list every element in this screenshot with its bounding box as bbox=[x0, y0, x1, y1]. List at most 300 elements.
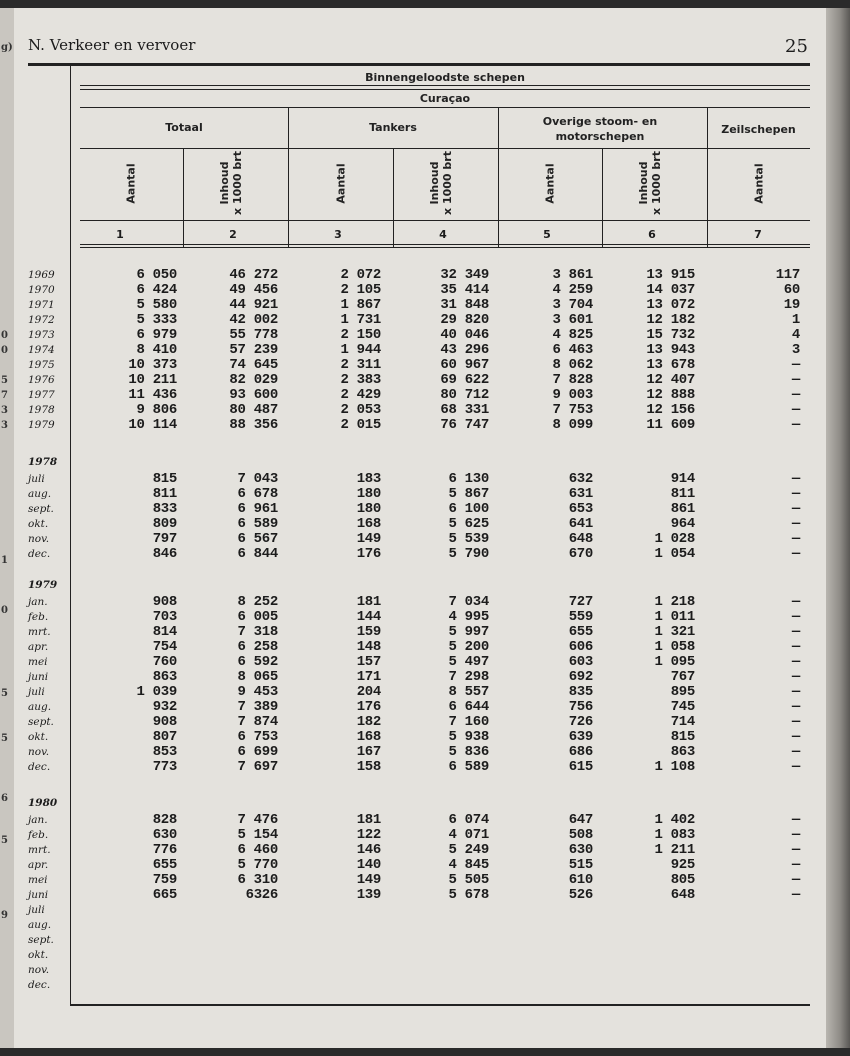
table-cell: 5 790 bbox=[448, 546, 489, 562]
table-cell: — bbox=[791, 624, 800, 640]
table-cell: 815 bbox=[670, 729, 695, 745]
margin-mark: 5 bbox=[1, 835, 8, 846]
margin-mark: 0 bbox=[1, 330, 8, 341]
group-zeil: Zeilschepen bbox=[721, 123, 796, 136]
table-cell: 1 011 bbox=[654, 609, 695, 625]
table-cell: 797 bbox=[152, 531, 177, 547]
table-cell: 631 bbox=[568, 486, 593, 502]
table-cell: 2 383 bbox=[340, 372, 381, 388]
table-cell: 776 bbox=[152, 842, 177, 858]
table-cell: 863 bbox=[152, 669, 177, 685]
table-cell: 1 039 bbox=[136, 684, 177, 700]
row-label: okt. bbox=[28, 731, 49, 743]
table-cell: 42 002 bbox=[229, 312, 278, 328]
table-cell: 6 050 bbox=[136, 267, 177, 283]
table-cell: — bbox=[791, 744, 800, 760]
row-label: 1975 bbox=[28, 359, 55, 371]
colnum-rule bbox=[80, 244, 810, 245]
table-cell: — bbox=[791, 827, 800, 843]
margin-mark: g) bbox=[1, 42, 13, 53]
table-cell: 559 bbox=[568, 609, 593, 625]
table-cell: 7 318 bbox=[237, 624, 278, 640]
table-cell: 760 bbox=[152, 654, 177, 670]
table-cell: 828 bbox=[152, 812, 177, 828]
table-cell: 9 003 bbox=[552, 387, 593, 403]
col6-inhoud bbox=[637, 148, 663, 218]
group-totaal: Totaal bbox=[165, 121, 203, 134]
table-subtitle: Curaçao bbox=[419, 92, 471, 105]
inhoud-label: Inhoud bbox=[428, 161, 441, 205]
table-cell: 8 557 bbox=[448, 684, 489, 700]
table-cell: 647 bbox=[568, 812, 593, 828]
table-cell: 3 704 bbox=[552, 297, 593, 313]
table-cell: 726 bbox=[568, 714, 593, 730]
margin-mark: 3 bbox=[1, 420, 8, 431]
table-cell: 5 539 bbox=[448, 531, 489, 547]
table-cell: — bbox=[791, 387, 800, 403]
row-label: 1976 bbox=[28, 374, 55, 386]
table-cell: — bbox=[791, 609, 800, 625]
table-cell: 8 252 bbox=[237, 594, 278, 610]
row-label: nov. bbox=[28, 964, 50, 976]
table-cell: — bbox=[791, 714, 800, 730]
table-cell: 655 bbox=[152, 857, 177, 873]
table-cell: 861 bbox=[670, 501, 695, 517]
table-cell: 8 065 bbox=[237, 669, 278, 685]
margin-mark: 7 bbox=[1, 390, 8, 401]
colnum-5: 5 bbox=[543, 228, 551, 241]
table-cell: — bbox=[791, 857, 800, 873]
table-cell: 630 bbox=[568, 842, 593, 858]
table-cell: 5 497 bbox=[448, 654, 489, 670]
table-cell: 754 bbox=[152, 639, 177, 655]
table-cell: 168 bbox=[356, 729, 381, 745]
table-cell: 610 bbox=[568, 872, 593, 888]
table-cell: — bbox=[791, 699, 800, 715]
table-cell: 149 bbox=[356, 872, 381, 888]
row-label: nov. bbox=[28, 746, 50, 758]
margin-mark: 0 bbox=[1, 605, 8, 616]
table-cell: 6 100 bbox=[448, 501, 489, 517]
table-cell: 12 156 bbox=[646, 402, 695, 418]
table-cell: 3 861 bbox=[552, 267, 593, 283]
table-cell: 6 678 bbox=[237, 486, 278, 502]
row-label: apr. bbox=[28, 641, 49, 653]
table-cell: 180 bbox=[356, 486, 381, 502]
table-cell: 615 bbox=[568, 759, 593, 775]
table-cell: 180 bbox=[356, 501, 381, 517]
row-label: dec. bbox=[28, 979, 51, 991]
table-cell: 49 456 bbox=[229, 282, 278, 298]
margin-mark: 9 bbox=[1, 910, 8, 921]
table-cell: 29 820 bbox=[440, 312, 489, 328]
table-cell: 9 453 bbox=[237, 684, 278, 700]
table-cell: 2 105 bbox=[340, 282, 381, 298]
table-cell: 7 389 bbox=[237, 699, 278, 715]
table-cell: 630 bbox=[152, 827, 177, 843]
table-cell: 93 600 bbox=[229, 387, 278, 403]
table-cell: 13 943 bbox=[646, 342, 695, 358]
row-label: juli bbox=[28, 686, 45, 698]
table-cell: 5 770 bbox=[237, 857, 278, 873]
table-cell: — bbox=[791, 759, 800, 775]
table-cell: — bbox=[791, 531, 800, 547]
table-cell: 727 bbox=[568, 594, 593, 610]
table-cell: 805 bbox=[670, 872, 695, 888]
table-cell: — bbox=[791, 516, 800, 532]
table-cell: 6 699 bbox=[237, 744, 278, 760]
title-rule bbox=[80, 85, 810, 86]
table-cell: 176 bbox=[356, 546, 381, 562]
row-label: mei bbox=[28, 874, 48, 886]
table-cell: 6 130 bbox=[448, 471, 489, 487]
table-cell: 1 108 bbox=[654, 759, 695, 775]
table-cell: 31 848 bbox=[440, 297, 489, 313]
table-cell: 117 bbox=[775, 267, 800, 283]
table-cell: 811 bbox=[670, 486, 695, 502]
colnum-1: 1 bbox=[116, 228, 124, 241]
margin-mark: 6 bbox=[1, 793, 8, 804]
col7-aantal: Aantal bbox=[752, 163, 766, 204]
table-cell: 57 239 bbox=[229, 342, 278, 358]
table-cell: 88 356 bbox=[229, 417, 278, 433]
table-cell: 7 753 bbox=[552, 402, 593, 418]
table-cell: 6 961 bbox=[237, 501, 278, 517]
inhoud-label: Inhoud bbox=[218, 161, 231, 205]
margin-mark: 0 bbox=[1, 345, 8, 356]
table-cell: 80 487 bbox=[229, 402, 278, 418]
table-cell: — bbox=[791, 486, 800, 502]
table-cell: 1 028 bbox=[654, 531, 695, 547]
table-cell: 846 bbox=[152, 546, 177, 562]
table-cell: 807 bbox=[152, 729, 177, 745]
table-cell: 12 888 bbox=[646, 387, 695, 403]
table-cell: 833 bbox=[152, 501, 177, 517]
table-cell: 6 258 bbox=[237, 639, 278, 655]
table-cell: 149 bbox=[356, 531, 381, 547]
table-cell: — bbox=[791, 812, 800, 828]
table-cell: 19 bbox=[783, 297, 800, 313]
colnum-6: 6 bbox=[648, 228, 656, 241]
table-cell: 2 429 bbox=[340, 387, 381, 403]
table-cell: 10 114 bbox=[128, 417, 177, 433]
table-cell: 670 bbox=[568, 546, 593, 562]
table-cell: 159 bbox=[356, 624, 381, 640]
margin-mark: 5 bbox=[1, 688, 8, 699]
table-cell: 7 298 bbox=[448, 669, 489, 685]
table-cell: 168 bbox=[356, 516, 381, 532]
table-cell: 4 845 bbox=[448, 857, 489, 873]
table-cell: 5 154 bbox=[237, 827, 278, 843]
table-cell: 8 099 bbox=[552, 417, 593, 433]
table-cell: 40 046 bbox=[440, 327, 489, 343]
table-cell: 714 bbox=[670, 714, 695, 730]
table-cell: 122 bbox=[356, 827, 381, 843]
table-cell: 5 678 bbox=[448, 887, 489, 903]
table-cell: 167 bbox=[356, 744, 381, 760]
table-cell: 6 424 bbox=[136, 282, 177, 298]
table-cell: 82 029 bbox=[229, 372, 278, 388]
table-cell: 914 bbox=[670, 471, 695, 487]
row-label: juni bbox=[28, 889, 49, 901]
table-cell: 13 915 bbox=[646, 267, 695, 283]
group-overige: Overige stoom- en motorschepen bbox=[542, 115, 658, 143]
page-right-edge bbox=[826, 8, 850, 1048]
margin-mark: 1 bbox=[1, 555, 8, 566]
table-cell: 853 bbox=[152, 744, 177, 760]
row-label: 1973 bbox=[28, 329, 55, 341]
table-cell: 7 160 bbox=[448, 714, 489, 730]
table-cell: 7 476 bbox=[237, 812, 278, 828]
col4-inhoud bbox=[428, 148, 454, 218]
row-label: mei bbox=[28, 656, 48, 668]
table-cell: 5 580 bbox=[136, 297, 177, 313]
table-cell: 8 062 bbox=[552, 357, 593, 373]
section-heading: 1978 bbox=[28, 456, 58, 468]
table-cell: 68 331 bbox=[440, 402, 489, 418]
row-label: juni bbox=[28, 671, 49, 683]
table-cell: 6 844 bbox=[237, 546, 278, 562]
table-cell: 6 463 bbox=[552, 342, 593, 358]
table-cell: 1 402 bbox=[654, 812, 695, 828]
table-cell: 181 bbox=[356, 594, 381, 610]
table-cell: 176 bbox=[356, 699, 381, 715]
table-cell: 895 bbox=[670, 684, 695, 700]
table-cell: 8 410 bbox=[136, 342, 177, 358]
table-cell: 7 043 bbox=[237, 471, 278, 487]
row-label: dec. bbox=[28, 761, 51, 773]
row-label: feb. bbox=[28, 611, 49, 623]
table-cell: — bbox=[791, 639, 800, 655]
table-cell: 4 071 bbox=[448, 827, 489, 843]
table-cell: 2 311 bbox=[340, 357, 381, 373]
table-cell: 745 bbox=[670, 699, 695, 715]
table-cell: 692 bbox=[568, 669, 593, 685]
row-label: sept. bbox=[28, 503, 54, 515]
inhoud-unit: x 1000 brt bbox=[231, 151, 244, 215]
table-cell: 811 bbox=[152, 486, 177, 502]
row-label: sept. bbox=[28, 934, 54, 946]
row-label: mrt. bbox=[28, 626, 51, 638]
table-cell: 2 072 bbox=[340, 267, 381, 283]
table-cell: 7 034 bbox=[448, 594, 489, 610]
table-cell: 7 697 bbox=[237, 759, 278, 775]
table-cell: 5 200 bbox=[448, 639, 489, 655]
divider-c5-c6 bbox=[602, 148, 603, 247]
chapter-title: N. Verkeer en vervoer bbox=[28, 36, 196, 54]
table-cell: 1 211 bbox=[654, 842, 695, 858]
table-cell: 5 938 bbox=[448, 729, 489, 745]
table-cell: 6 074 bbox=[448, 812, 489, 828]
table-cell: 863 bbox=[670, 744, 695, 760]
table-cell: 11 436 bbox=[128, 387, 177, 403]
column-rule bbox=[80, 220, 810, 221]
table-cell: 7 828 bbox=[552, 372, 593, 388]
row-label: 1970 bbox=[28, 284, 55, 296]
table-cell: 908 bbox=[152, 714, 177, 730]
table-cell: 6 592 bbox=[237, 654, 278, 670]
table-cell: 183 bbox=[356, 471, 381, 487]
table-cell: 6 753 bbox=[237, 729, 278, 745]
bottom-rule bbox=[70, 1004, 810, 1006]
table-cell: 10 211 bbox=[128, 372, 177, 388]
page-left-edge bbox=[0, 8, 14, 1048]
table-cell: 74 645 bbox=[229, 357, 278, 373]
table-cell: 2 150 bbox=[340, 327, 381, 343]
table-cell: 6 589 bbox=[448, 759, 489, 775]
table-cell: 1 321 bbox=[654, 624, 695, 640]
table-cell: — bbox=[791, 654, 800, 670]
row-label: 1972 bbox=[28, 314, 55, 326]
table-cell: 932 bbox=[152, 699, 177, 715]
page-number: 25 bbox=[785, 36, 808, 57]
table-cell: — bbox=[791, 669, 800, 685]
table-cell: 204 bbox=[356, 684, 381, 700]
table-cell: 5 997 bbox=[448, 624, 489, 640]
table-cell: 3 bbox=[791, 342, 800, 358]
table-cell: 144 bbox=[356, 609, 381, 625]
section-heading: 1980 bbox=[28, 797, 58, 809]
table-cell: 12 407 bbox=[646, 372, 695, 388]
table-cell: — bbox=[791, 729, 800, 745]
margin-mark: 3 bbox=[1, 405, 8, 416]
table-cell: 606 bbox=[568, 639, 593, 655]
row-label: 1969 bbox=[28, 269, 55, 281]
table-cell: 140 bbox=[356, 857, 381, 873]
row-label: okt. bbox=[28, 949, 49, 961]
table-cell: 6 644 bbox=[448, 699, 489, 715]
table-cell: — bbox=[791, 501, 800, 517]
row-label: apr. bbox=[28, 859, 49, 871]
table-cell: 4 825 bbox=[552, 327, 593, 343]
table-cell: — bbox=[791, 842, 800, 858]
row-label: 1974 bbox=[28, 344, 55, 356]
table-cell: 69 622 bbox=[440, 372, 489, 388]
group-tankers: Tankers bbox=[369, 121, 417, 134]
table-cell: 6326 bbox=[245, 887, 278, 903]
table-cell: 1 083 bbox=[654, 827, 695, 843]
table-cell: 46 272 bbox=[229, 267, 278, 283]
col3-aantal: Aantal bbox=[334, 163, 348, 204]
table-cell: 13 072 bbox=[646, 297, 695, 313]
table-cell: 686 bbox=[568, 744, 593, 760]
row-label: aug. bbox=[28, 488, 52, 500]
table-cell: — bbox=[791, 684, 800, 700]
colnum-4: 4 bbox=[439, 228, 447, 241]
table-cell: 6 005 bbox=[237, 609, 278, 625]
table-cell: 80 712 bbox=[440, 387, 489, 403]
inhoud-unit: x 1000 brt bbox=[441, 151, 454, 215]
table-cell: 6 567 bbox=[237, 531, 278, 547]
table-cell: 526 bbox=[568, 887, 593, 903]
colnum-2: 2 bbox=[229, 228, 237, 241]
table-cell: 665 bbox=[152, 887, 177, 903]
table-cell: 15 732 bbox=[646, 327, 695, 343]
table-cell: 515 bbox=[568, 857, 593, 873]
row-label: mrt. bbox=[28, 844, 51, 856]
row-label: dec. bbox=[28, 548, 51, 560]
row-label: jan. bbox=[28, 814, 48, 826]
table-cell: 5 625 bbox=[448, 516, 489, 532]
table-cell: 148 bbox=[356, 639, 381, 655]
margin-mark: 5 bbox=[1, 733, 8, 744]
table-cell: 641 bbox=[568, 516, 593, 532]
table-cell: 767 bbox=[670, 669, 695, 685]
table-cell: 55 778 bbox=[229, 327, 278, 343]
table-cell: 1 095 bbox=[654, 654, 695, 670]
table-cell: — bbox=[791, 417, 800, 433]
row-label: aug. bbox=[28, 701, 52, 713]
table-cell: 6 460 bbox=[237, 842, 278, 858]
table-cell: 655 bbox=[568, 624, 593, 640]
table-cell: 639 bbox=[568, 729, 593, 745]
table-cell: 632 bbox=[568, 471, 593, 487]
table-cell: 158 bbox=[356, 759, 381, 775]
table-cell: 508 bbox=[568, 827, 593, 843]
table-cell: 139 bbox=[356, 887, 381, 903]
table-cell: 10 373 bbox=[128, 357, 177, 373]
table-cell: — bbox=[791, 402, 800, 418]
table-cell: — bbox=[791, 872, 800, 888]
table-cell: 11 609 bbox=[646, 417, 695, 433]
table-cell: 14 037 bbox=[646, 282, 695, 298]
table-cell: 815 bbox=[152, 471, 177, 487]
table-cell: — bbox=[791, 471, 800, 487]
table-cell: 1 867 bbox=[340, 297, 381, 313]
row-label: feb. bbox=[28, 829, 49, 841]
table-cell: 6 979 bbox=[136, 327, 177, 343]
table-cell: 182 bbox=[356, 714, 381, 730]
row-label: 1971 bbox=[28, 299, 55, 311]
table-cell: 6 589 bbox=[237, 516, 278, 532]
colnum-rule-2 bbox=[80, 247, 810, 248]
col5-aantal: Aantal bbox=[543, 163, 557, 204]
title-rule-2 bbox=[80, 89, 810, 90]
table-cell: 2 053 bbox=[340, 402, 381, 418]
table-cell: 1 731 bbox=[340, 312, 381, 328]
table-cell: 60 967 bbox=[440, 357, 489, 373]
row-label: juli bbox=[28, 473, 45, 485]
table-cell: 157 bbox=[356, 654, 381, 670]
table-cell: 759 bbox=[152, 872, 177, 888]
table-cell: 5 333 bbox=[136, 312, 177, 328]
col1-aantal: Aantal bbox=[124, 163, 138, 204]
margin-mark: 5 bbox=[1, 375, 8, 386]
table-cell: 773 bbox=[152, 759, 177, 775]
table-cell: 835 bbox=[568, 684, 593, 700]
table-cell: — bbox=[791, 357, 800, 373]
row-label: nov. bbox=[28, 533, 50, 545]
table-cell: 44 921 bbox=[229, 297, 278, 313]
table-cell: 653 bbox=[568, 501, 593, 517]
colnum-7: 7 bbox=[754, 228, 762, 241]
table-cell: 1 218 bbox=[654, 594, 695, 610]
table-cell: 5 867 bbox=[448, 486, 489, 502]
row-label: 1977 bbox=[28, 389, 55, 401]
table-cell: 703 bbox=[152, 609, 177, 625]
col2-inhoud bbox=[218, 148, 244, 218]
table-cell: 603 bbox=[568, 654, 593, 670]
divider-c3-c4 bbox=[393, 148, 394, 247]
inhoud-label: Inhoud bbox=[637, 161, 650, 205]
table-cell: 1 058 bbox=[654, 639, 695, 655]
table-cell: 3 601 bbox=[552, 312, 593, 328]
table-cell: 648 bbox=[568, 531, 593, 547]
table-cell: 43 296 bbox=[440, 342, 489, 358]
row-label: juli bbox=[28, 904, 45, 916]
top-rule bbox=[28, 63, 810, 66]
divider-tank-ov bbox=[498, 107, 499, 247]
